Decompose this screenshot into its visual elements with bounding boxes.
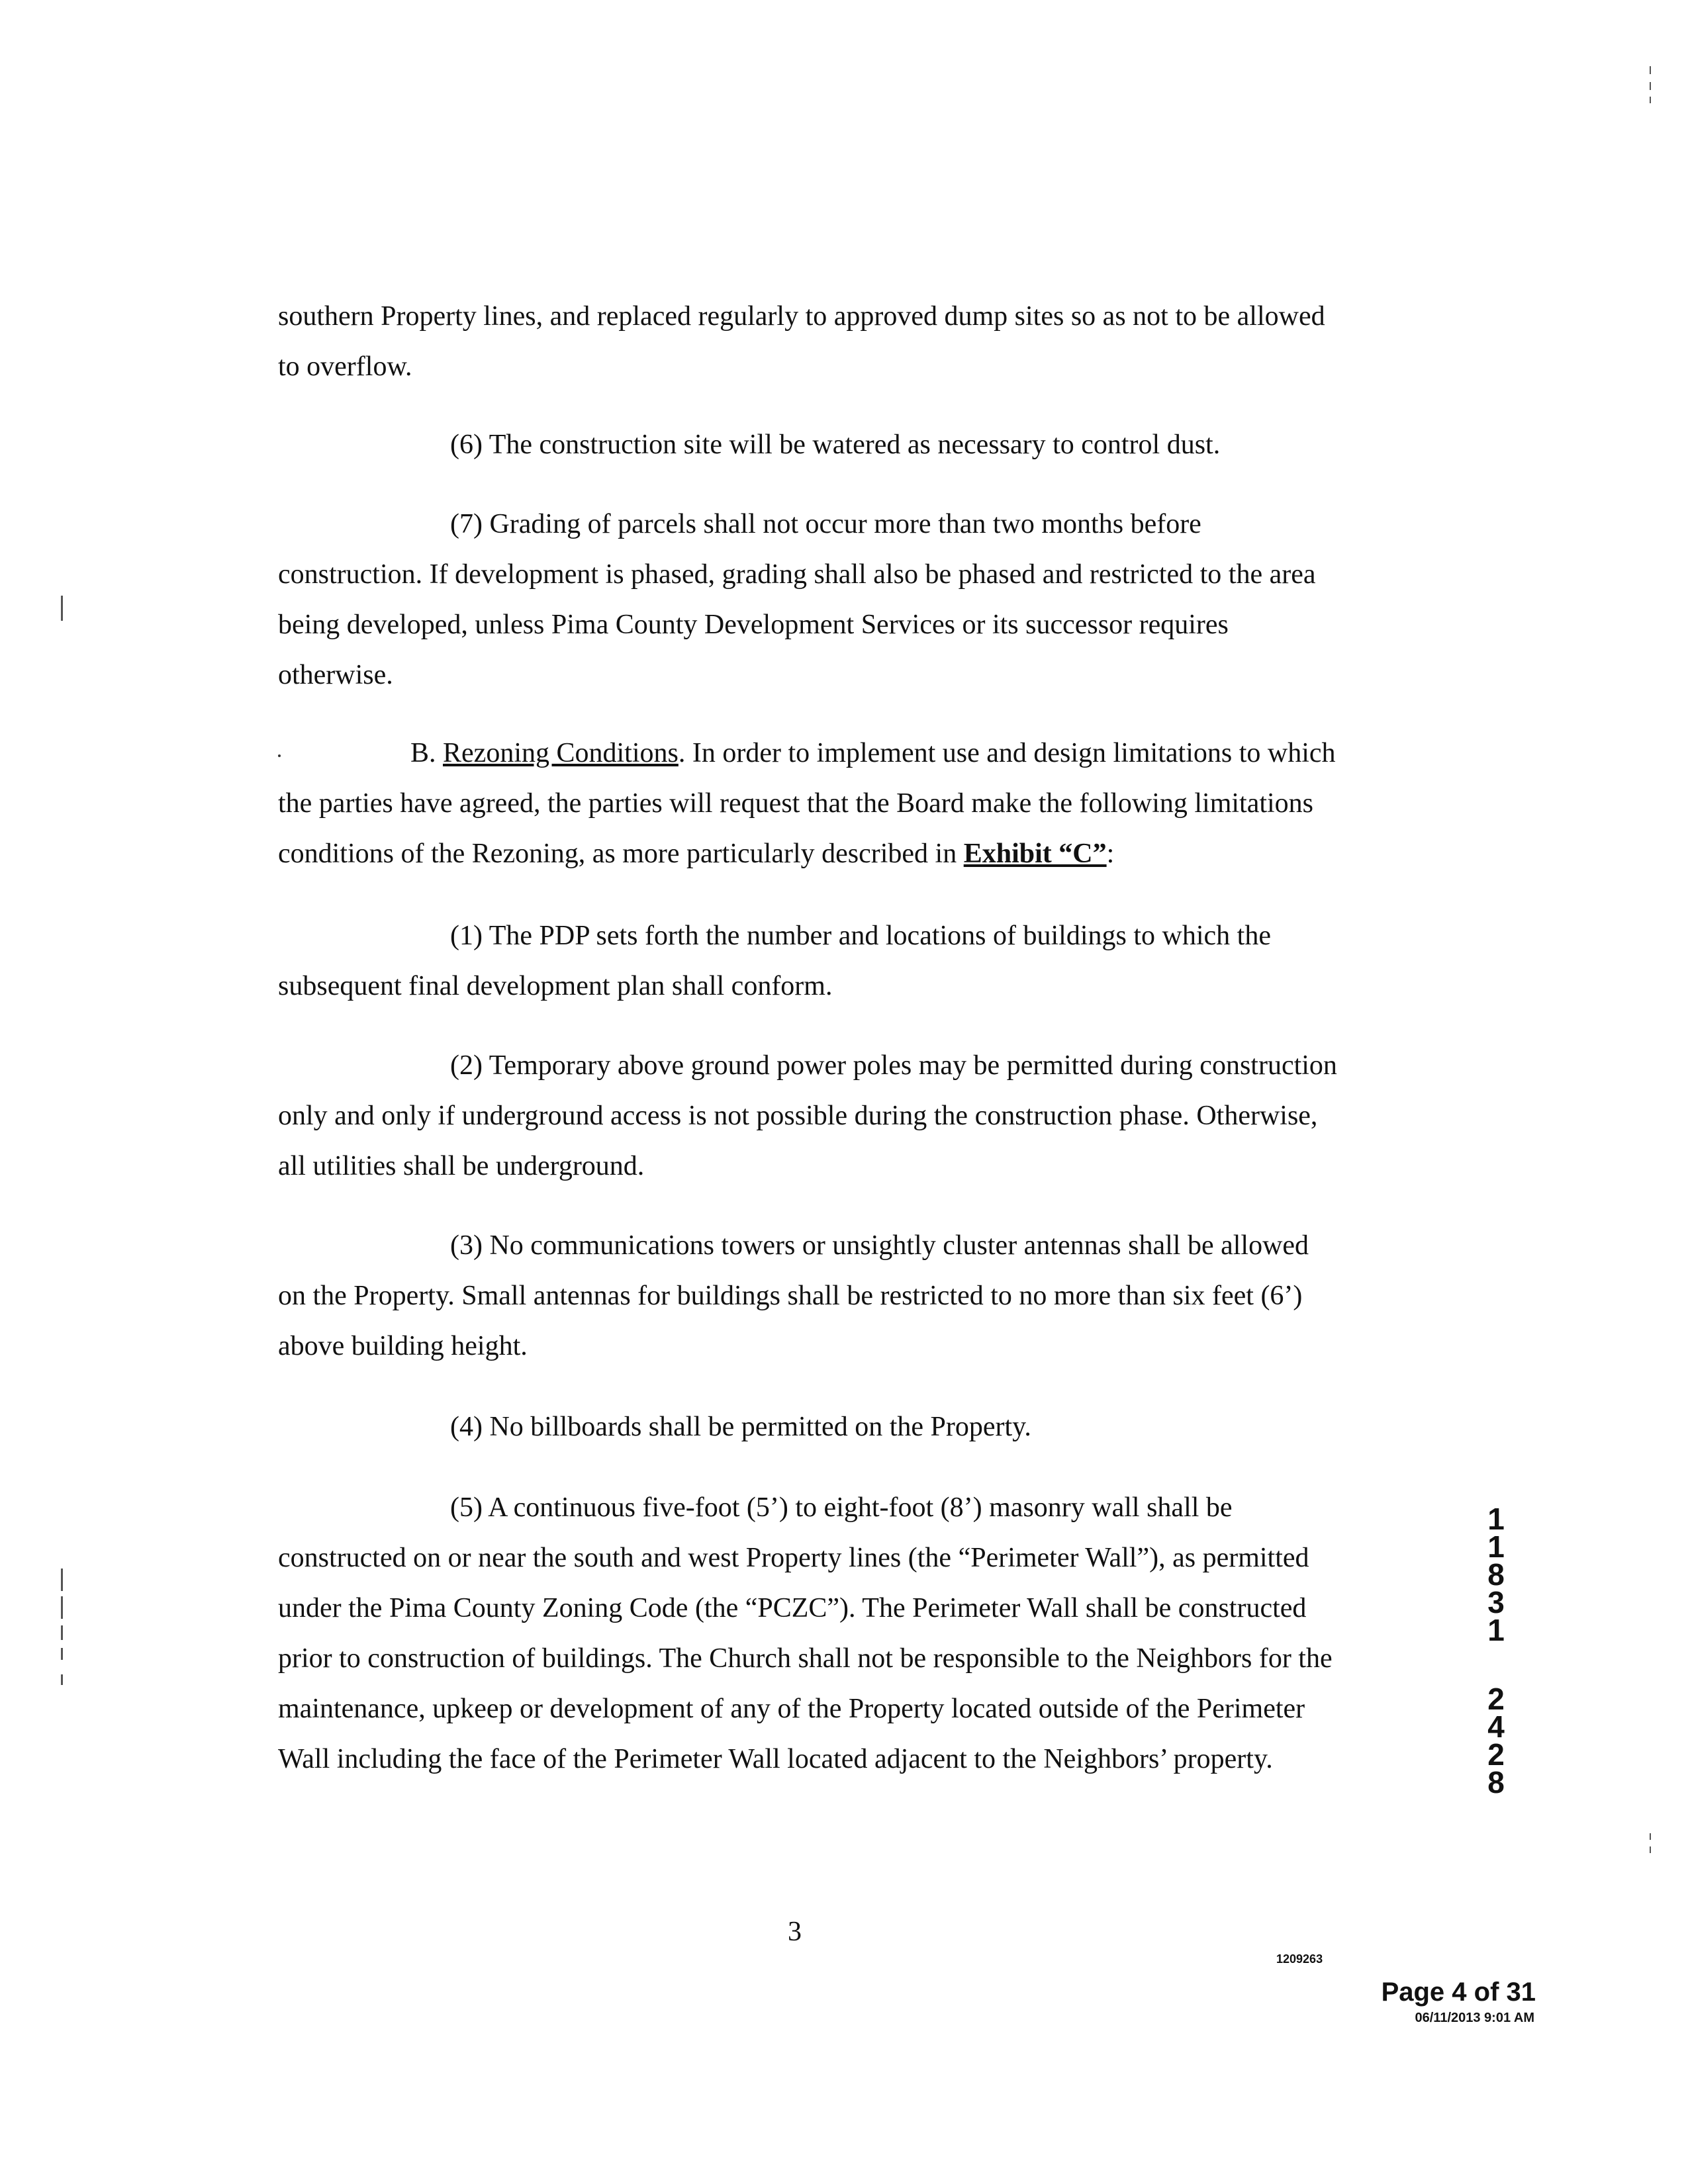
stamp-digit: 4 (1487, 1709, 1505, 1744)
section-b-end: : (1106, 839, 1115, 869)
exhibit-reference: Exhibit “C” (963, 839, 1107, 869)
stamp-digit: 8 (1487, 1557, 1505, 1592)
section-b-rezoning-conditions (278, 728, 1337, 879)
section-b-body: . In order to implement use and design limitations to which the parties have agreed, the parties will request that the Board make the following limitations conditions of the Rezoning, as more particularly described in (278, 738, 1336, 869)
scan-mark (61, 1596, 63, 1619)
scan-mark (1650, 97, 1651, 103)
paragraph-item-2: (2) Temporary above ground power poles may be permitted during construction only and only if underground access is not possible during the construction phase. Otherwise, all utilities shall be underground. (278, 1050, 1337, 1181)
section-b-prefix: B. (410, 738, 444, 768)
scan-mark (1650, 1846, 1651, 1853)
scan-mark (61, 596, 63, 621)
scan-mark (61, 1569, 63, 1591)
scan-mark (1650, 66, 1651, 74)
document-id: 1209263 (1276, 1952, 1323, 1966)
scan-mark (61, 1625, 63, 1640)
stamp-digit: 1 (1487, 1502, 1505, 1536)
paragraph-continuation: southern Property lines, and replaced regularly to approved dump sites so as not to be allowed to overflow. (278, 301, 1325, 382)
stamp-digit: 1 (1487, 1613, 1505, 1647)
stamp-digit: 1 (1487, 1529, 1505, 1564)
stray-dot (278, 754, 281, 757)
scan-mark (61, 1648, 63, 1660)
stamp-digit: 2 (1487, 1737, 1505, 1772)
scan-mark (1650, 1833, 1651, 1840)
page-number: 3 (788, 1917, 802, 1947)
stamp-digit: 2 (1487, 1682, 1505, 1716)
paragraph-item-3: (3) No communications towers or unsightly cluster antennas shall be allowed on the Property. Small antennas for buildings shall be restricted to no more than six feet (6’) above building height. (278, 1230, 1309, 1361)
scan-mark (1650, 82, 1651, 90)
scan-mark (61, 1674, 63, 1685)
paragraph-item-4: (4) No billboards shall be permitted on the Property. (450, 1412, 1031, 1442)
stamp-digit: 8 (1487, 1765, 1505, 1799)
paragraph-item-6: (6) The construction site will be watered as necessary to control dust. (450, 430, 1221, 460)
paragraph-item-5: (5) A continuous five-foot (5’) to eight-foot (8’) masonry wall shall be constructed on or near the south and west Property lines (the “Perimeter Wall”), as permitted under the Pima County Zoning Code (the “PCZC”). The Perimeter Wall shall be constructed prior to construction of buildings. The Church shall not be responsible to the Neighbors for the maintenance, upkeep or development of any of the Property located outside of the Perimeter Wall including the face of the Perimeter Wall located adjacent to the Neighbors’ property. (278, 1492, 1333, 1774)
page-count-label: Page 4 of 31 (1381, 1978, 1536, 2007)
paragraph-item-7: (7) Grading of parcels shall not occur more than two months before construction. If development is phased, grading shall also be phased and restricted to the area being developed, unless Pima County Development Services or its successor requires otherwise. (278, 509, 1316, 690)
stamp-digit: 3 (1487, 1585, 1505, 1619)
section-b-heading: Rezoning Conditions (443, 738, 679, 768)
record-timestamp: 06/11/2013 9:01 AM (1415, 2011, 1534, 2025)
paragraph-item-1: (1) The PDP sets forth the number and locations of buildings to which the subsequent final development plan shall conform. (278, 921, 1271, 1001)
